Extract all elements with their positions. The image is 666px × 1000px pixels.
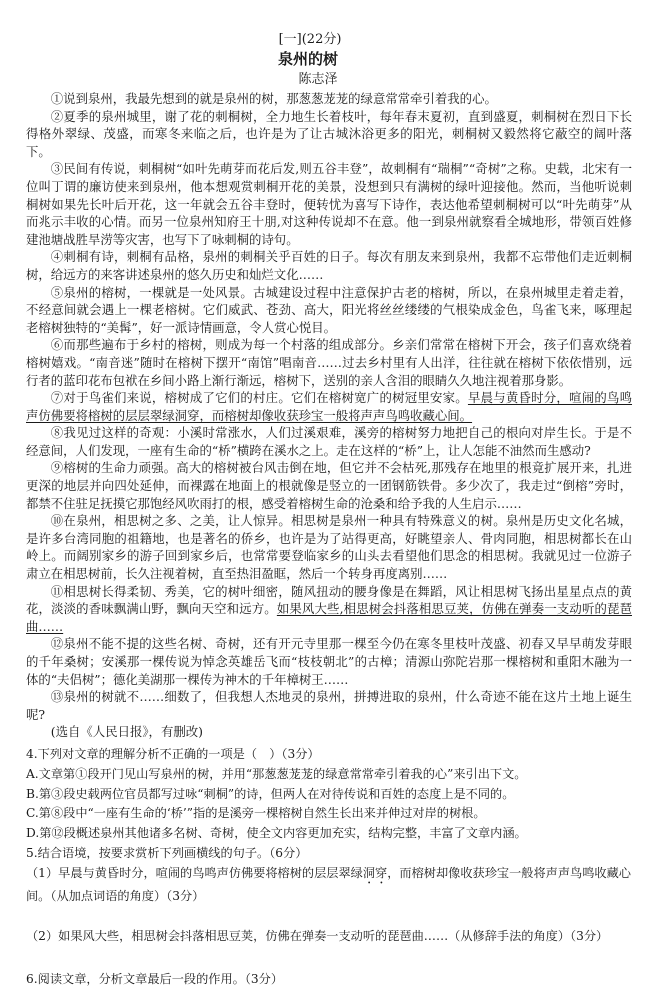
source-note: (选自《人民日报》，有删改) <box>50 724 203 740</box>
paragraph-2: ②夏季的泉州城里，谢了花的刺桐树，全力地生长着枝叶，每年春末夏初，直到盛夏，刺桐树在烈日下长得格外翠绿、茂盛，而寒冬来临之后，也许是为了让古城沐浴更多的阳光，刺桐树又毅然将它蔽空的阔叶落下。 <box>26 108 632 159</box>
paragraph-9: ⑨榕树的生命力顽强。高大的榕树被台风击倒在地，但它并不会枯死,那残存在地里的根竟扩展开来，扎进更深的地层并向四处延伸，而裸露在地面上的根就像是竖立的一团钢筋铁骨。多少次了，我走过“倒榕”旁时，都禁不住驻足抚摸它那饱经风吹雨打的根，感受着榕树生命的沧桑和给予我的人生启示…… <box>26 460 632 511</box>
question-5-stem: 5.结合语境，按要求赏析下列画横线的句子。（6分） <box>26 845 308 860</box>
questions <box>26 745 632 990</box>
option-a: A.文章第①段开门见山写泉州的树，并用“那葱葱茏茏的绿意常常牵引着我的心”来引出下文。 <box>26 766 527 781</box>
question-5-part-2: （2）如果风大些，相思树会抖落相思豆荚，仿佛在弹奏一支动听的琵琶曲……（从修辞手法的角度）（3分） <box>26 928 609 943</box>
paragraph-12: ⑫泉州不能不提的这些名树、奇树，还有开元寺里那一棵至今仍在寒冬里枝叶茂盛、初春又早早萌发芽眼的千年桑树；安溪那一棵传说为悼念英雄岳飞而“枝枝朝北”的古樟；清源山弥陀岩那一棵榕树和重阳木融为一体的“夫侣树”；德化美湖那一棵传为神木的千年樟树王…… <box>26 636 632 687</box>
paragraph-11-text: ⑪相思树长得柔韧、秀美，它的树叶细密，随风扭动的腰身像是在舞蹈，风让相思树飞扬出星星点点的黄花，淡淡的香味飘满山野，飘向天空和远方。 <box>26 583 632 617</box>
paragraph-7-text: ⑦对于鸟雀们来说，榕树成了它们的村庄。它们在榕树宽广的树冠里安家。 <box>50 390 468 406</box>
section-heading: [一](22分) <box>278 32 342 47</box>
paragraph-7 <box>26 389 632 424</box>
paragraph-11 <box>26 583 632 636</box>
option-c: C.第⑧段中“一座有生命的‘桥’”指的是溪旁一棵榕树自然生长出来并伸过对岸的树根。 <box>26 806 486 821</box>
question-6-stem: 6.阅读文章，分析文章最后一段的作用。（3分） <box>26 972 284 987</box>
paragraph-13: ⑬泉州的树就不……细数了，但我想人杰地灵的泉州，拼搏进取的泉州，什么奇迹不能在这片土地上诞生呢? <box>26 689 632 722</box>
q5-1-tail: ，而榕树却像收获珍宝一般将声声鸟鸣收藏心间。（从加点词语的角度）（3分） <box>26 865 631 903</box>
answer-space-2 <box>26 946 632 970</box>
dotted-word: 洞穿 <box>362 865 388 880</box>
answer-space-1 <box>26 907 632 927</box>
option-b: B.第③段史载两位官员都写过咏“刺桐”的诗，但两人在对待传说和百姓的态度上是不同的。 <box>26 786 515 801</box>
article-author: 陈志泽 <box>298 72 338 87</box>
paragraph-1: ①说到泉州，我最先想到的就是泉州的树，那葱葱茏茏的绿意常常牵引着我的心。 <box>50 91 497 106</box>
paragraph-8: ⑧我见过这样的奇观：小溪时常涨水，人们过溪艰难，溪旁的榕树努力地把自己的根向对岸生长。于是不经意间，人们发现，一座有生命的“桥”横跨在溪水之上。走在这样的“桥”上，让人怎能不油然而生感动? <box>26 425 632 458</box>
question-5-part-1 <box>26 864 632 907</box>
question-4-stem: 4.下列对文章的理解分析不正确的一项是（ ）（3分） <box>26 746 320 761</box>
underlined-sentence-2: 如果风大些,相思树会抖落相思豆荚，仿佛在弹奏一支动听的琵琶曲…… <box>26 601 632 634</box>
q5-1-text: （1）早晨与黄昏时分，喧闹的鸟鸣声仿佛要将榕树的层层翠绿 <box>26 865 363 880</box>
underlined-sentence-1: 早晨与黄昏时分，喧闹的鸟鸣声仿佛要将榕树的层层翠绿洞穿，而榕树却像收获珍宝一般将声声鸟鸣收藏心间。 <box>26 390 633 423</box>
paragraph-6: ⑥而那些遍布于乡村的榕树，则成为每一个村落的组成部分。乡亲们常常在榕树下开会，孩子们喜欢绕着榕树嬉戏。“南音迷”随时在榕树下摆开“南馆”唱南音……过去乡村里有人出洋，往往就在榕树下依依惜别，远行者的蓝印花布包袱在乡间小路上渐行渐远，榕树下，送别的亲人含泪的眼睛久久地注视着那身影。 <box>26 337 632 388</box>
option-d: D.第⑫段概述泉州其他诸多名树、奇树，使全文内容更加充实，结构完整，丰富了文章内涵。 <box>26 826 527 841</box>
paragraph-5: ⑤泉州的榕树，一棵就是一处风景。古城建设过程中注意保护古老的榕树，所以，在泉州城里走着走着，不经意间就会遇上一棵老榕树。它们威武、苍劲、高大，阳光将丝丝缕缕的气根染成金色，鸟雀飞来，啄理起老榕树独特的“美髯”，好一派诗情画意，令人赏心悦目。 <box>26 284 632 335</box>
paragraph-4: ④刺桐有诗，刺桐有品格，泉州的刺桐关乎百姓的日子。每次有朋友来到泉州，我都不忘带他们走近刺桐树，给远方的来客讲述泉州的悠久历史和灿烂文化…… <box>26 249 632 282</box>
article-body <box>26 90 632 741</box>
paragraph-10: ⑩在泉州，相思树之多、之美，让人惊异。相思树是泉州一种具有特殊意义的树。泉州是历史文化名城，是许多台湾同胞的祖籍地，也是著名的侨乡，也许是为了站得更高，好眺望亲人、骨肉同胞，相思树都长在山岭上。而阔别家乡的游子回到家乡后，也常常要登临家乡的山头去看望他们思念的相思树。我就见过一位游子肃立在相思树前，长久注视着树，直至热泪盈眶，然后一个转身再度离别…… <box>26 513 632 582</box>
paragraph-3: ③民间有传说，刺桐树“如叶先萌芽而花后发,则五谷丰登”，故刺桐有“瑞桐”“奇树”之称。史载，北宋有一位叫丁谓的廉访使来到泉州，他本想观赏刺桐开花的美景，没想到只有满树的绿叶迎接他。然而，当他听说刺桐树如果先长叶后开花，这一年就会五谷丰登时，便转忧为喜写下诗作，表达他希望刺桐树可以“叶先萌芽”从而兆示丰收的心情。而另一位泉州知府王十朋,对这种传说却不在意。他一到泉州就察看全城地形，带领百姓修建池塘战胜旱涝等灾害，也写下了咏刺桐的诗句。 <box>26 161 632 247</box>
article-title: 泉州的树 <box>277 50 338 68</box>
